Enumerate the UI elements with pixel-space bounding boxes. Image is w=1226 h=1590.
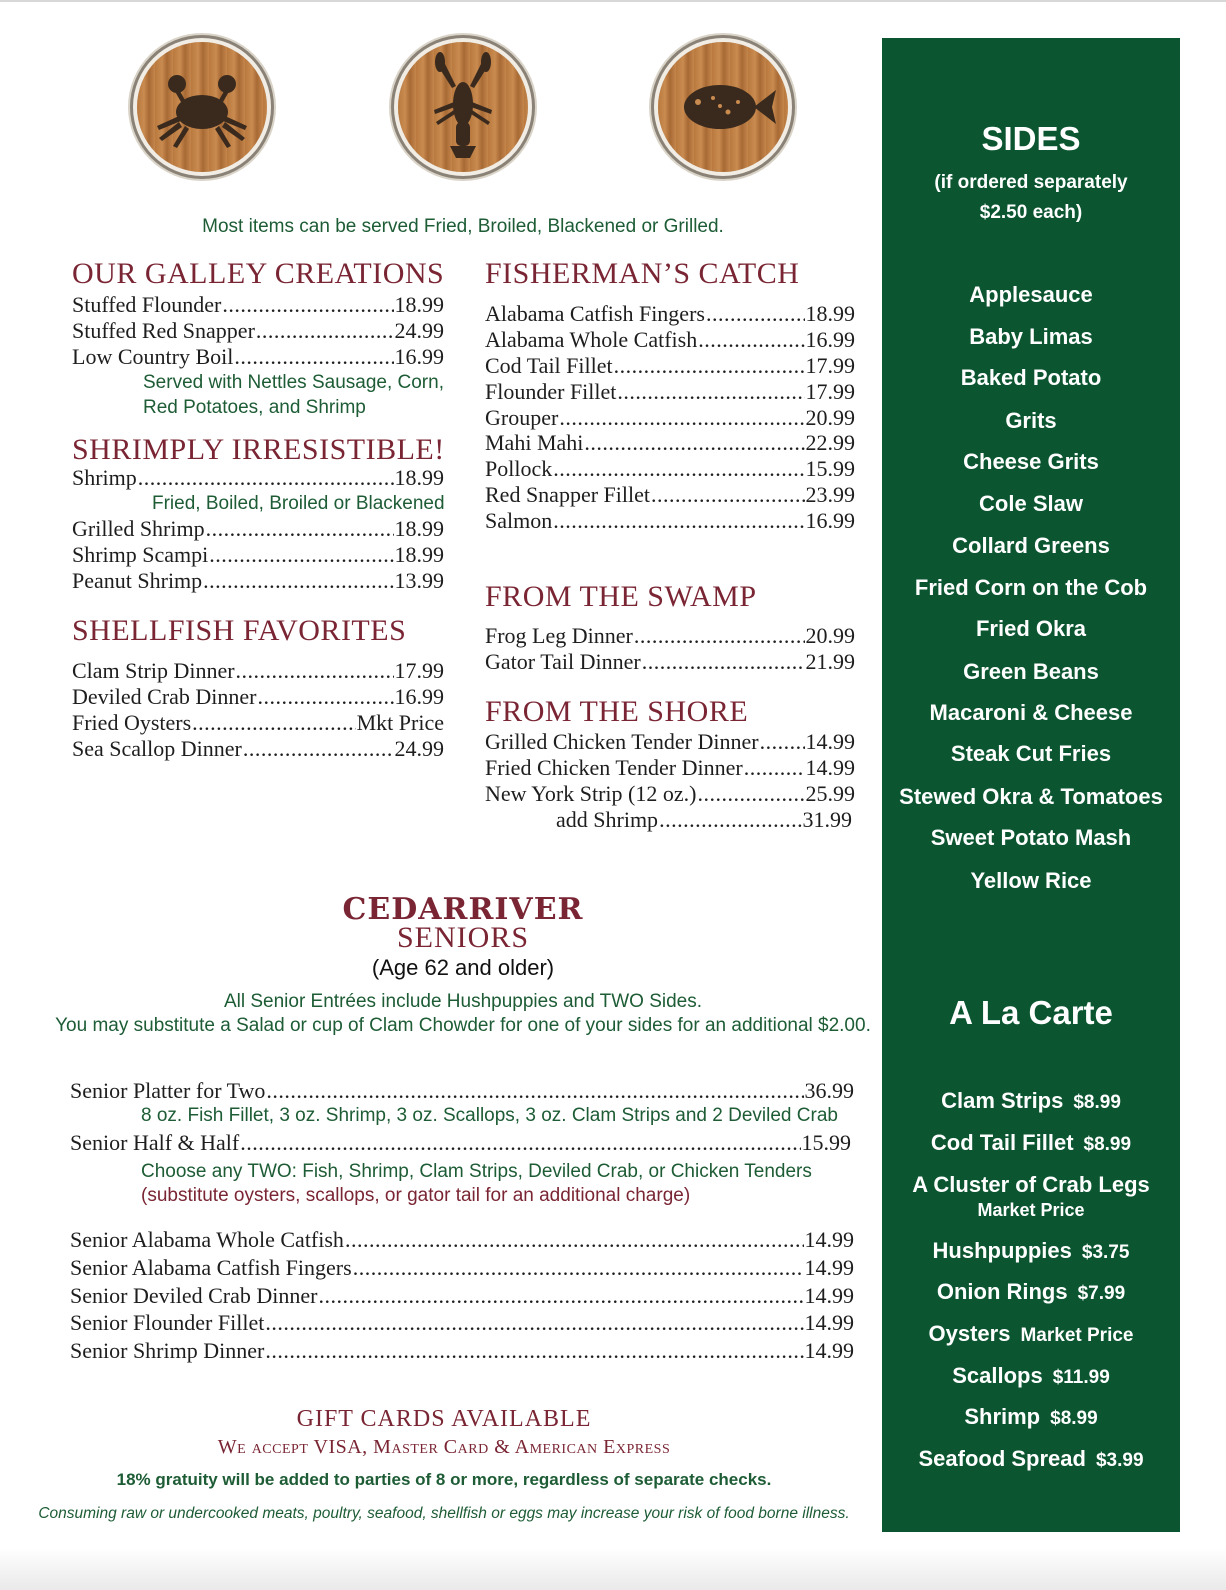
side-item: Baked Potato	[960, 365, 1102, 390]
alacarte-item: Clam Strips $8.99	[941, 1088, 1121, 1113]
menu-item: Senior Alabama Whole Catfish ..... 14.99	[70, 1227, 854, 1253]
menu-item: Red Snapper Fillet ..... 23.99	[485, 482, 855, 508]
alacarte-item: Scallops $11.99	[952, 1363, 1110, 1388]
menu-item: Clam Strip Dinner ..... 17.99	[72, 658, 444, 684]
side-item: Stewed Okra & Tomatoes	[899, 784, 1163, 809]
menu-item: Low Country Boil ..... 16.99	[72, 344, 444, 370]
side-item: Fried Corn on the Cob	[914, 575, 1148, 600]
menu-item: Grilled Shrimp ..... 18.99	[72, 516, 444, 542]
alacarte-item: A Cluster of Crab Legs	[912, 1172, 1150, 1197]
menu-item: Senior Deviled Crab Dinner ..... 14.99	[70, 1283, 854, 1309]
menu-item: Fried Oysters ..... Mkt Price	[72, 710, 444, 736]
menu-item: Cod Tail Fillet ..... 17.99	[485, 353, 855, 379]
side-item: Grits	[1005, 408, 1057, 433]
side-item: Cole Slaw	[979, 491, 1083, 516]
crab-icon	[137, 42, 267, 172]
menu-item: Peanut Shrimp ..... 13.99	[72, 568, 444, 594]
alacarte-item: Oysters Market Price	[928, 1321, 1134, 1346]
menu-item: add Shrimp ..... 31.99	[556, 807, 852, 833]
menu-item: Stuffed Flounder ..... 18.99	[72, 292, 444, 318]
side-item: Sweet Potato Mash	[930, 825, 1132, 850]
shore-heading: FROM THE SHORE	[485, 695, 749, 728]
side-item: Yellow Rice	[970, 868, 1092, 893]
menu-item: Pollock ..... 15.99	[485, 456, 855, 482]
side-item: Applesauce	[969, 282, 1093, 307]
alacarte-item: Cod Tail Fillet $8.99	[930, 1130, 1132, 1155]
item-description: Choose any TWO: Fish, Shrimp, Clam Strips, Deviled Crab, or Chicken Tenders	[141, 1161, 812, 1182]
menu-item: Fried Chicken Tender Dinner ..... 14.99	[485, 755, 855, 781]
seniors-age: (Age 62 and older)	[371, 955, 555, 980]
shellfish-heading: SHELLFISH FAVORITES	[72, 614, 407, 647]
alacarte-title: A La Carte	[949, 994, 1113, 1031]
menu-item: Frog Leg Dinner ..... 20.99	[485, 623, 855, 649]
swamp-heading: FROM THE SWAMP	[485, 580, 757, 613]
menu-item: Senior Half & Half ..... 15.99	[70, 1130, 851, 1156]
menu-item: Gator Tail Dinner ..... 21.99	[485, 649, 855, 675]
menu-item: Shrimp Scampi ..... 18.99	[72, 542, 444, 568]
sides-subtitle: (if ordered separately	[934, 172, 1128, 193]
payment-methods: We accept VISA, Master Card & American Express	[217, 1436, 671, 1458]
menu-item: Mahi Mahi ..... 22.99	[485, 430, 855, 456]
menu-item: Grouper ..... 20.99	[485, 405, 855, 431]
top-divider	[0, 0, 1226, 2]
menu-item: Senior Flounder Fillet ..... 14.99	[70, 1310, 854, 1336]
food-safety-warning: Consuming raw or undercooked meats, poultry, seafood, shellfish or eggs may increase your risk of food borne illness.	[38, 1505, 850, 1522]
menu-item: Senior Shrimp Dinner ..... 14.99	[70, 1338, 854, 1364]
sidebar-panel	[882, 38, 1180, 1532]
alacarte-item: Onion Rings $7.99	[936, 1279, 1126, 1304]
lobster-icon	[398, 42, 528, 172]
preparation-note: Most items can be served Fried, Broiled, Blackened or Grilled.	[202, 216, 724, 237]
sides-title: SIDES	[981, 120, 1081, 157]
item-description: Served with Nettles Sausage, Corn,	[143, 372, 444, 393]
side-item: Cheese Grits	[963, 449, 1099, 474]
shrimply-heading: SHRIMPLY IRRESISTIBLE!	[72, 433, 445, 466]
gift-cards-heading: GIFT CARDS AVAILABLE	[296, 1406, 592, 1432]
sides-subtitle: $2.50 each)	[979, 202, 1083, 223]
item-description: (substitute oysters, scallops, or gator tail for an additional charge)	[141, 1185, 691, 1206]
item-description: 8 oz. Fish Fillet, 3 oz. Shrimp, 3 oz. Scallops, 3 oz. Clam Strips and 2 Deviled Crab	[141, 1105, 838, 1126]
menu-item: Stuffed Red Snapper ..... 24.99	[72, 318, 444, 344]
cedar-river-logo: CEDARRIVER	[342, 892, 584, 927]
menu-item: Senior Platter for Two ..... 36.99	[70, 1078, 854, 1104]
seniors-title: SENIORS	[396, 921, 530, 954]
menu-item: Senior Alabama Catfish Fingers ..... 14.99	[70, 1255, 854, 1281]
alacarte-item: Shrimp $8.99	[964, 1404, 1098, 1429]
item-description: Fried, Boiled, Broiled or Blackened	[152, 493, 445, 514]
seniors-note: All Senior Entrées include Hushpuppies and TWO Sides.	[223, 991, 703, 1012]
menu-item: Alabama Catfish Fingers ..... 18.99	[485, 301, 855, 327]
side-item: Baby Limas	[969, 324, 1093, 349]
alacarte-subtitle: Market Price	[977, 1200, 1085, 1220]
fisherman-heading: FISHERMAN’S CATCH	[485, 257, 800, 290]
gratuity-note: 18% gratuity will be added to parties of 8 or more, regardless of separate checks.	[116, 1470, 772, 1489]
flounder-icon	[658, 42, 788, 172]
seniors-note: You may substitute a Salad or cup of Clam Chowder for one of your sides for an additional $2.00.	[55, 1015, 871, 1036]
side-item: Fried Okra	[975, 616, 1087, 641]
side-item: Steak Cut Fries	[950, 741, 1112, 766]
menu-item: Salmon ..... 16.99	[485, 508, 855, 534]
side-item: Green Beans	[963, 659, 1099, 684]
menu-item: Shrimp ..... 18.99	[72, 465, 444, 491]
item-description: Red Potatoes, and Shrimp	[143, 397, 366, 418]
side-item: Collard Greens	[952, 533, 1110, 558]
menu-item: Alabama Whole Catfish ..... 16.99	[485, 327, 855, 353]
menu-item: New York Strip (12 oz.) ..... 25.99	[485, 781, 855, 807]
side-item: Macaroni & Cheese	[929, 700, 1133, 725]
alacarte-item: Hushpuppies $3.75	[932, 1238, 1130, 1263]
bottom-edge	[0, 1548, 1226, 1590]
menu-item: Deviled Crab Dinner ..... 16.99	[72, 684, 444, 710]
alacarte-item: Seafood Spread $3.99	[918, 1446, 1144, 1471]
menu-item: Flounder Fillet ..... 17.99	[485, 379, 855, 405]
menu-item: Grilled Chicken Tender Dinner ..... 14.99	[485, 729, 855, 755]
galley-heading: OUR GALLEY CREATIONS	[72, 257, 445, 290]
menu-item: Sea Scallop Dinner ..... 24.99	[72, 736, 444, 762]
